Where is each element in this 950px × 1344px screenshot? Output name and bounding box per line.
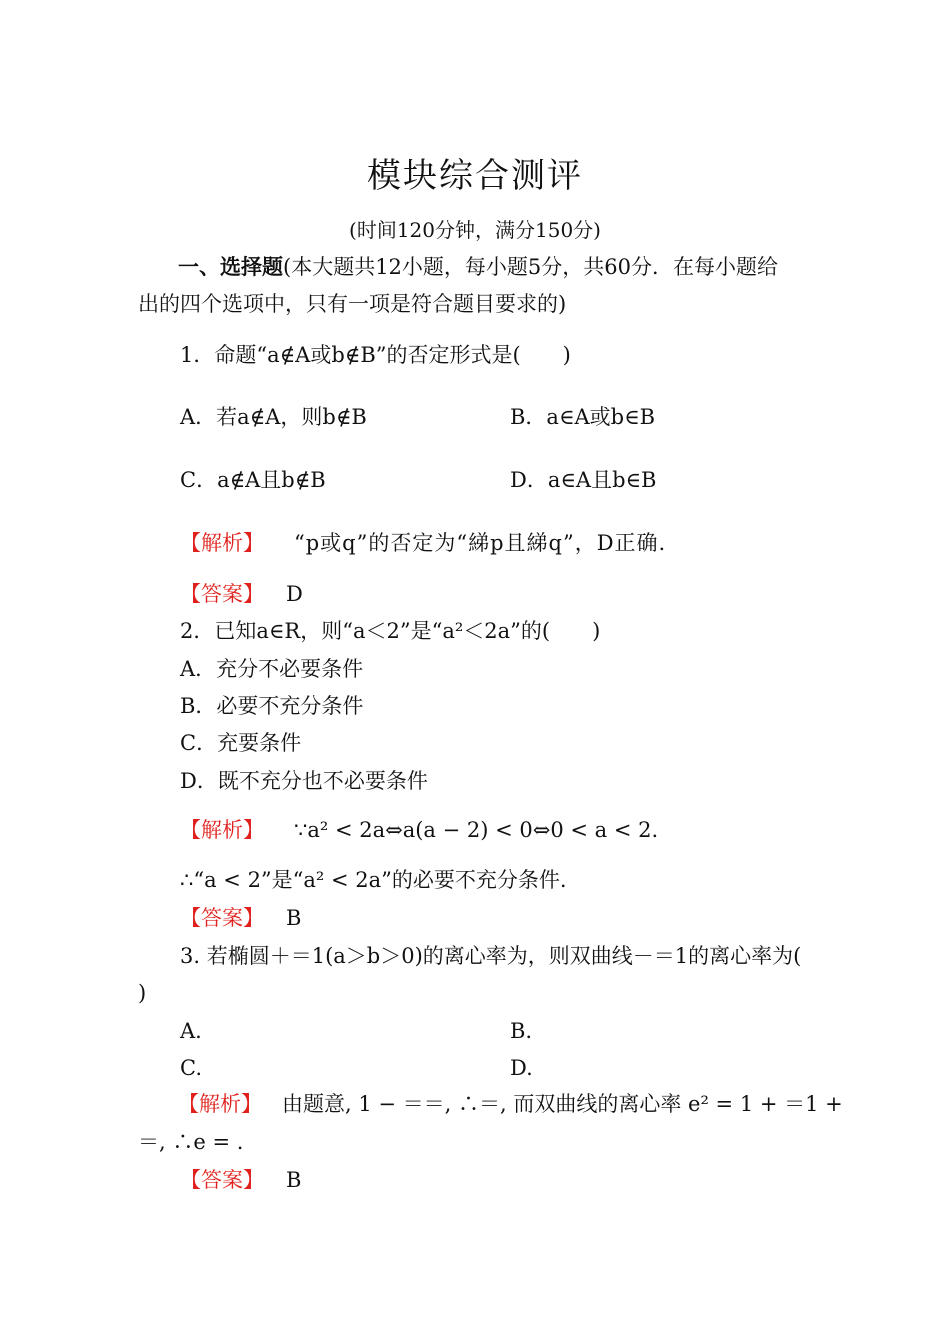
q3-answer-value: B	[286, 1168, 302, 1192]
q1-stem: 1．命题“a∉A或b∉B”的否定形式是( )	[180, 343, 571, 367]
q1-option-a: A．若a∉A，则b∉B	[180, 405, 367, 429]
q1-answer	[180, 579, 303, 609]
q2-stem: 2．已知a∈R，则“a＜2”是“a²＜2a”的( )	[180, 619, 601, 643]
q3-option-c: C.	[180, 1056, 202, 1080]
q2-option-b: B．必要不充分条件	[180, 694, 364, 718]
q1-option-c: C．a∉A且b∉B	[180, 468, 326, 492]
page-subtitle: (时间120分钟，满分150分)	[349, 218, 601, 242]
q3-option-b: B.	[510, 1019, 533, 1043]
q1-option-b: B．a∈A或b∈B	[510, 405, 656, 429]
q2-answer-value: B	[286, 906, 302, 930]
analysis-label: 【解析】	[180, 818, 264, 842]
q1-answer-value: D	[286, 582, 303, 606]
q3-analysis-text: 由题意, 1 − ＝＝, ∴＝, 而双曲线的离心率 e² = 1 + ＝1 +	[282, 1092, 843, 1116]
answer-label: 【答案】	[180, 906, 264, 930]
q1-analysis	[180, 528, 666, 558]
q3-analysis	[178, 1089, 843, 1119]
q2-option-c: C．充要条件	[180, 731, 302, 755]
analysis-label: 【解析】	[178, 1092, 262, 1116]
q2-option-d: D．既不充分也不必要条件	[180, 769, 428, 793]
q2-answer	[180, 903, 301, 933]
q3-stem: 3. 若椭圆＋＝1(a＞b＞0)的离心率为，则双曲线－＝1的离心率为(	[180, 944, 802, 968]
section-intro-text: (本大题共12小题，每小题5分，共60分．在每小题给	[283, 255, 778, 279]
q1-analysis-text: “p或q”的否定为“綈p且綈q”，D正确.	[294, 531, 667, 555]
q3-analysis-line2: ＝, ∴e = .	[138, 1130, 244, 1154]
page-title: 模块综合测评	[367, 156, 583, 196]
q1-option-d: D．a∈A且b∈B	[510, 468, 657, 492]
q3-option-d: D.	[510, 1056, 533, 1080]
analysis-label: 【解析】	[180, 531, 264, 555]
section-intro-line2: 出的四个选项中，只有一项是符合题目要求的)	[138, 292, 567, 316]
q2-analysis-line2: ∴“a < 2”是“a² < 2a”的必要不充分条件.	[180, 868, 567, 892]
q2-option-a: A．充分不必要条件	[180, 657, 364, 681]
answer-label: 【答案】	[180, 582, 264, 606]
q2-analysis	[180, 815, 658, 845]
q3-stem-line2: )	[138, 981, 147, 1005]
section-heading: 一、选择题	[178, 255, 283, 279]
q3-answer	[180, 1165, 301, 1195]
q2-analysis-text: ∵a² < 2a⇔a(a − 2) < 0⇔0 < a < 2.	[294, 818, 659, 842]
answer-label: 【答案】	[180, 1168, 264, 1192]
section-intro-line1	[178, 252, 778, 282]
q3-option-a: A.	[180, 1019, 202, 1043]
